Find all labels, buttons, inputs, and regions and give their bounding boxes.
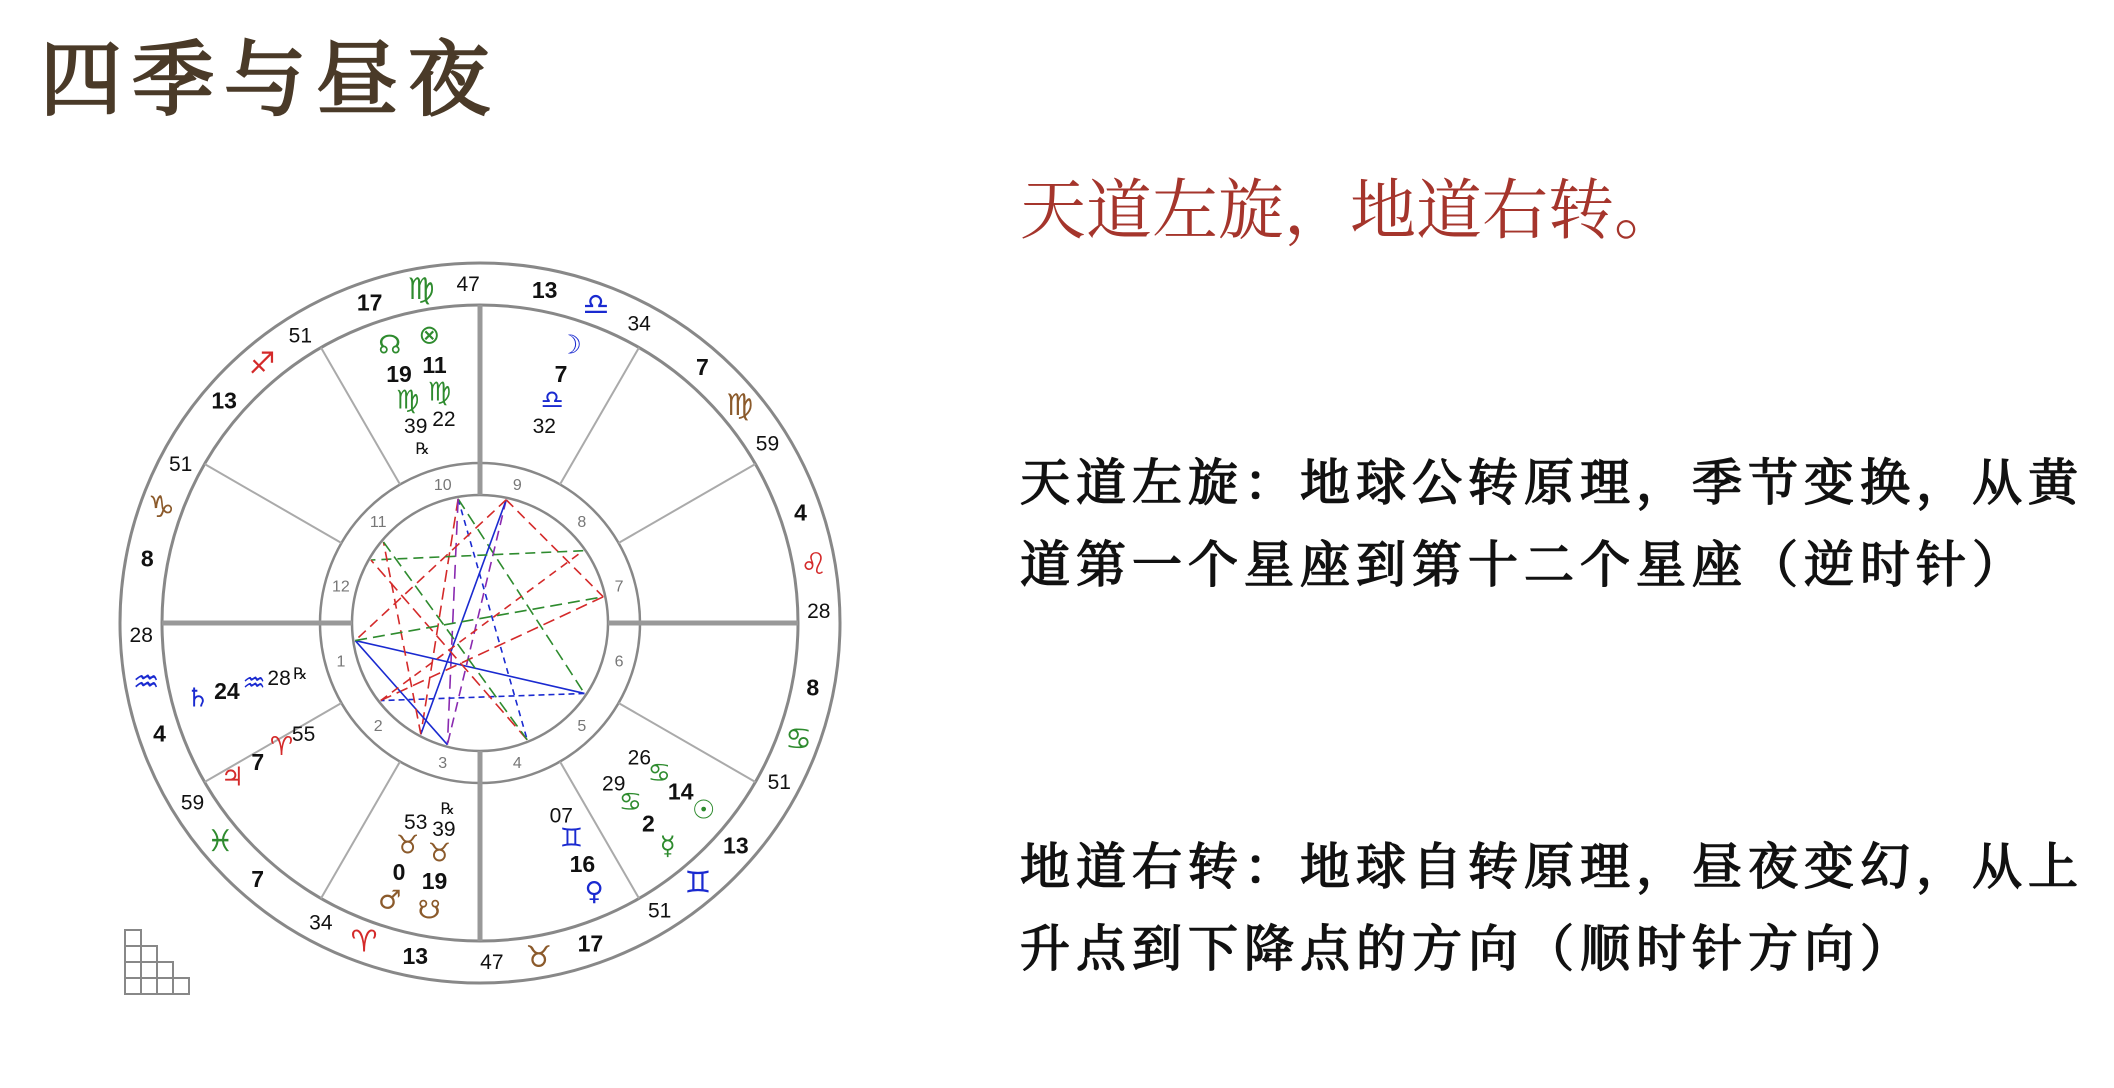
planet-glyph-icon: ♀ xyxy=(584,876,604,907)
house-number: 5 xyxy=(577,717,587,735)
house-number: 6 xyxy=(614,653,624,671)
house-number: 11 xyxy=(369,514,387,532)
sign-glyph-icon: ♐ xyxy=(248,346,276,382)
planet-sign-icon: ♍ xyxy=(396,385,420,416)
logo-cell xyxy=(125,946,141,962)
logo-cell xyxy=(157,962,173,978)
planet-sign-icon: ♉ xyxy=(427,838,452,869)
house-cusp-lines xyxy=(162,305,798,941)
planet-sign-icon: ♋ xyxy=(647,758,671,789)
planet-degree: 19 xyxy=(386,360,412,387)
sign-glyph-icon: ♎ xyxy=(582,287,610,323)
retrograde-icon: ℞ xyxy=(440,801,455,819)
planet-degree: 7 xyxy=(554,360,568,387)
page-title: 四季与昼夜 xyxy=(40,33,501,128)
retrograde-icon: ℞ xyxy=(415,441,430,459)
sign-minute: 51 xyxy=(647,899,672,923)
logo-cell xyxy=(141,978,157,994)
sign-minute: 47 xyxy=(480,950,504,974)
sign-degree: 4 xyxy=(153,720,166,747)
planet-minute: 26 xyxy=(627,746,652,770)
house-number: 9 xyxy=(512,476,522,494)
house-number: 3 xyxy=(438,755,448,773)
sign-minute: 51 xyxy=(169,452,193,476)
sign-glyph-icon: ♑ xyxy=(147,490,175,526)
sign-minute: 51 xyxy=(767,771,791,795)
sign-glyph-icon: ♒ xyxy=(132,664,160,700)
sign-glyph-icon: ♊ xyxy=(684,865,712,901)
aspect-line xyxy=(381,693,585,700)
paragraph-revolution: 天道左旋：地球公转原理，季节变换，从黄道第一个星座到第十二个星座（逆时针） xyxy=(1020,453,2084,594)
chart-logo-icon xyxy=(125,930,189,994)
sign-glyph-icon: ♍ xyxy=(407,272,435,308)
sign-glyph-icon: ♈ xyxy=(350,924,378,960)
aspect-line xyxy=(447,500,506,745)
paragraph-rotation: 地道右转：地球自转原理，昼夜变幻，从上升点到下降点的方向（顺时针方向） xyxy=(1020,837,2084,978)
house-number: 12 xyxy=(332,578,350,596)
natal-chart-wheel xyxy=(100,235,860,1035)
planet-minute: 07 xyxy=(549,804,573,828)
sign-glyph-icon: ♋ xyxy=(785,721,813,757)
planet-degree: 19 xyxy=(421,868,448,895)
house-cusp-line xyxy=(321,762,400,899)
planet-glyph-icon: ☉ xyxy=(692,795,716,826)
sign-degree: 7 xyxy=(696,354,709,381)
sign-degree: 7 xyxy=(251,865,264,892)
sign-degree: 8 xyxy=(140,545,154,572)
sign-degree: 13 xyxy=(211,387,237,414)
sign-degree: 13 xyxy=(723,832,749,859)
sign-degree: 8 xyxy=(806,674,820,701)
planet-degree: 16 xyxy=(569,851,596,878)
sign-minute: 59 xyxy=(755,432,780,456)
planet-glyph-icon: ♄ xyxy=(186,683,210,714)
sign-minute: 34 xyxy=(627,312,651,336)
aspect-line xyxy=(381,597,604,701)
house-cusp-line xyxy=(619,464,756,543)
sign-minute: 47 xyxy=(456,273,480,297)
sign-degree: 17 xyxy=(577,930,604,957)
sign-degree: 13 xyxy=(531,277,558,304)
headline: 天道左旋，地道右转。 xyxy=(1020,172,1680,249)
sign-glyph-icon: ♍ xyxy=(726,388,754,424)
house-cusp-line xyxy=(205,464,342,543)
house-number: 10 xyxy=(433,476,452,494)
planet-glyph-icon: ☋ xyxy=(417,895,441,926)
house-cusp-line xyxy=(560,348,639,485)
aspect-lines xyxy=(355,499,603,745)
house-numbers xyxy=(332,477,624,772)
planet-degree: 14 xyxy=(667,778,694,805)
house-number: 8 xyxy=(577,514,587,532)
sign-minute: 51 xyxy=(288,324,313,348)
house-number: 7 xyxy=(614,578,624,596)
chart-ring xyxy=(320,463,640,783)
planet-sign-icon: ♉ xyxy=(396,830,420,861)
planet-degree: 11 xyxy=(422,351,447,378)
aspect-line xyxy=(506,500,603,597)
planet-glyph-icon: ☽ xyxy=(558,330,582,361)
planet-sign-icon: ♍ xyxy=(427,377,452,408)
planet-sign-icon: ♊ xyxy=(559,823,584,854)
planet-minute: 32 xyxy=(532,415,556,439)
sign-glyph-icon: ♉ xyxy=(525,939,553,975)
sign-glyph-icon: ♓ xyxy=(206,823,234,859)
logo-cell xyxy=(125,930,141,946)
planet-degree: 24 xyxy=(214,677,240,704)
logo-cell xyxy=(173,978,189,994)
house-number: 2 xyxy=(373,717,383,735)
sign-glyph-icon: ♌ xyxy=(800,547,828,583)
sign-minute: 28 xyxy=(129,623,153,647)
planet-sign-icon: ♎ xyxy=(540,385,564,416)
logo-cell xyxy=(157,978,173,994)
planet-sign-icon: ♈ xyxy=(269,732,294,763)
house-number: 1 xyxy=(336,653,346,671)
retrograde-icon: ℞ xyxy=(293,666,308,684)
planet-minute: 29 xyxy=(602,772,626,796)
aspect-line xyxy=(383,542,420,734)
sign-degree: 17 xyxy=(356,289,383,316)
sign-minute: 34 xyxy=(309,911,333,935)
house-cusp-line xyxy=(619,703,756,782)
planet-glyph-icon: ☊ xyxy=(378,330,402,361)
planet-degree: 0 xyxy=(392,859,406,886)
planet-minute: 39 xyxy=(432,817,456,841)
planet-glyph-icon: ♃ xyxy=(220,762,245,793)
sign-minute: 59 xyxy=(180,791,205,815)
planet-minute: 55 xyxy=(291,723,316,747)
aspect-line xyxy=(355,597,603,641)
planet-minute: 28 xyxy=(267,666,291,690)
sign-degree: 13 xyxy=(402,942,429,969)
planet-sign-icon: ♒ xyxy=(242,668,266,699)
planet-degree: 2 xyxy=(642,810,655,837)
planet-minute: 22 xyxy=(432,408,456,432)
logo-cell xyxy=(125,978,141,994)
logo-cell xyxy=(141,946,157,962)
logo-cell xyxy=(141,962,157,978)
planet-degree: 7 xyxy=(251,748,265,775)
sign-minute: 28 xyxy=(807,600,831,624)
house-number: 4 xyxy=(512,755,522,773)
planet-sign-icon: ♋ xyxy=(618,787,643,818)
planet-minute: 39 xyxy=(404,415,428,439)
planet-glyph-icon: ☿ xyxy=(659,831,676,862)
planet-glyph-icon: ⊗ xyxy=(418,320,441,351)
sign-degree: 4 xyxy=(794,499,807,526)
planet-minute: 53 xyxy=(404,810,428,834)
aspect-line xyxy=(371,551,583,560)
planet-glyph-icon: ♂ xyxy=(378,885,402,916)
aspect-line xyxy=(355,641,447,745)
logo-cell xyxy=(125,962,141,978)
